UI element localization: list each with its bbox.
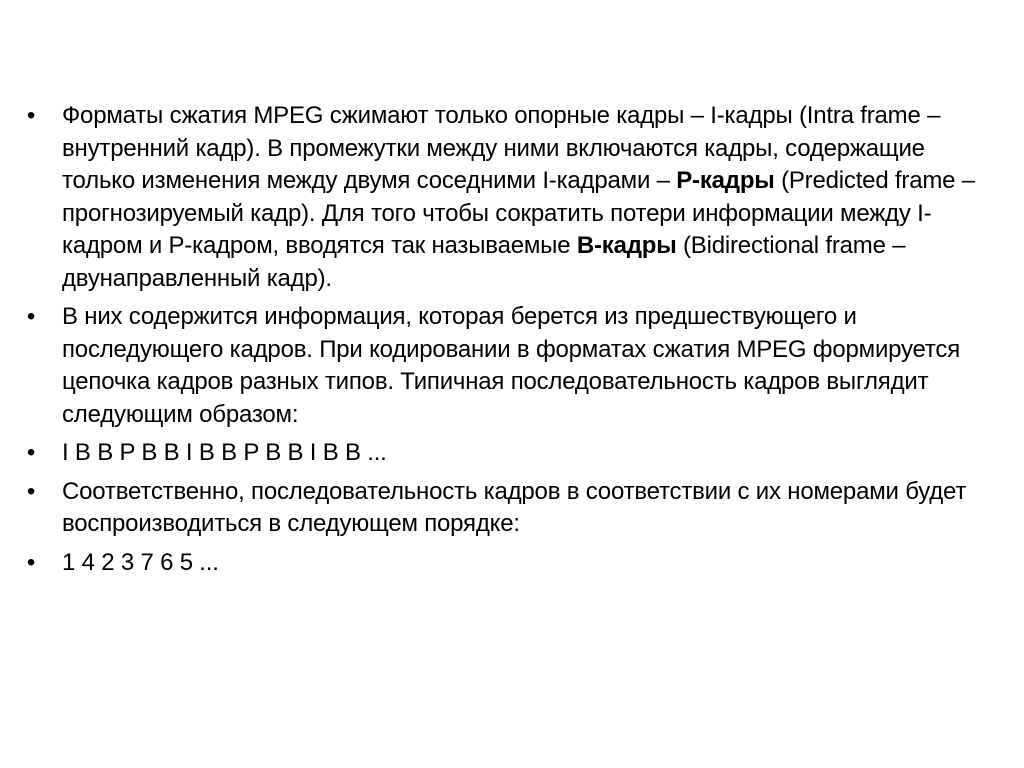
bullet-dot-icon: • [26,548,36,576]
bullet-dot-icon: • [26,477,36,505]
bullet-1-text-2: (Predicted frame – прогнозируемый кадр). Для того чтобы сократить потери информации между I-кадром и Р-кадром, вводятся так называемые [62,167,975,259]
playback-order-text: 1 4 2 3 7 6 5 ... [62,548,219,576]
bullet-dot-icon: • [26,439,36,466]
bullet-item-5 [24,547,1004,580]
bullet-2-text: В них содержится информация, которая берется из предшествующего и последующего кадров. При кодировании в форматах сжатия MPEG формируется цепочка кадров разных типов. Типичная последовательность кадров выглядит следующим образом: [62,303,961,428]
bullet-1-term-p-frames: Р-кадры [676,167,775,194]
bullet-1-text-3: (Bidirectional frame – двунаправленный кадр). [62,232,906,292]
bullet-item-1 [24,100,1004,295]
bullet-4-text: Соответственно, последовательность кадров в соответствии с их номерами будет воспроизводиться в следующем порядке: [62,477,967,537]
frame-sequence-text: I B B P B B I B B P B B I B B ... [62,439,387,466]
bullet-item-2 [24,301,1004,431]
bullet-dot-icon: • [26,303,36,330]
bullet-item-3 [24,437,1004,470]
bullet-1-text-1: Форматы сжатия MPEG сжимают только опорные кадры – I-кадры (Intra frame – внутренний кадр). В промежутки между ними включаются кадры, содержащие только изменения между двумя соседними I-кадрами – [62,102,941,194]
bullet-item-4 [24,476,1004,541]
bullet-dot-icon: • [26,102,36,129]
bullet-1-term-b-frames: В-кадры [576,232,677,259]
bullet-list [24,100,1004,585]
